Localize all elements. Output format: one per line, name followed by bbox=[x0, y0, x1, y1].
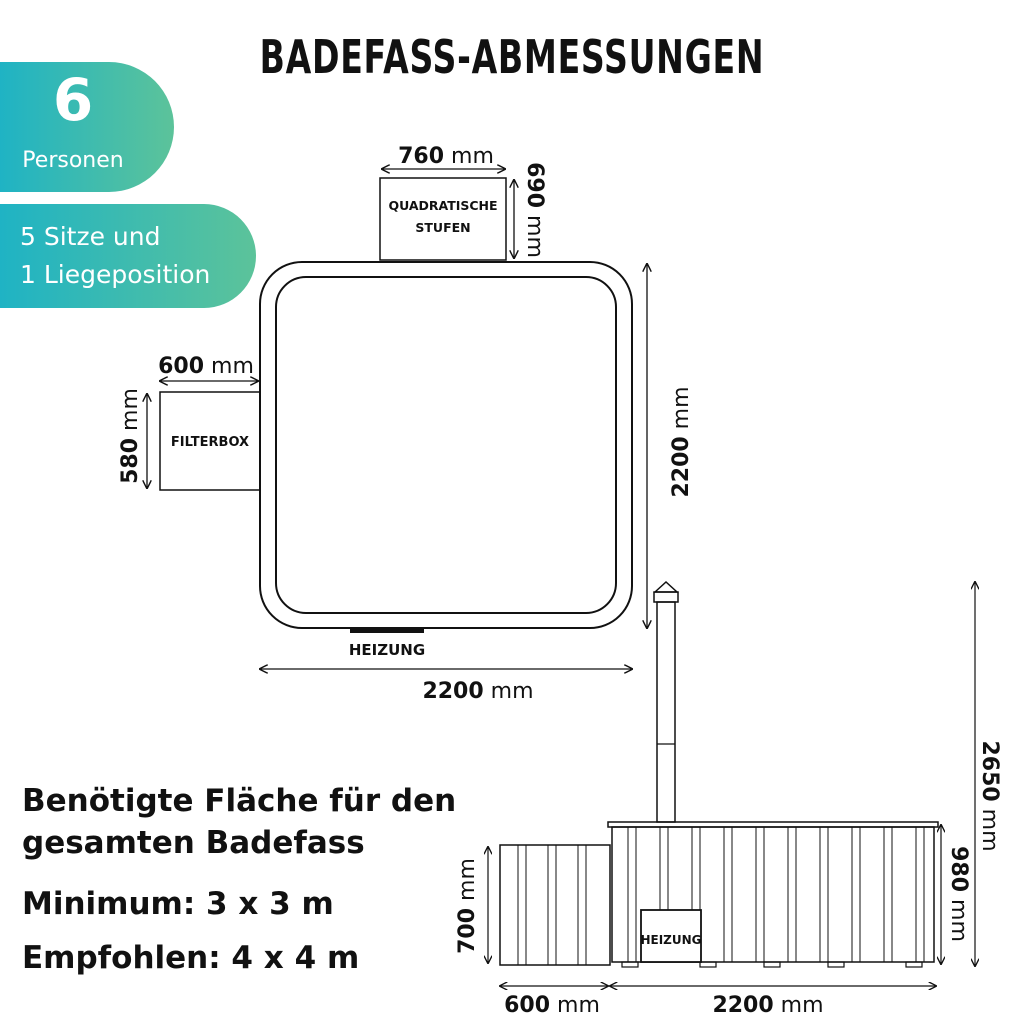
tub-depth-dim bbox=[669, 386, 694, 497]
tub-inner-outline bbox=[276, 277, 616, 613]
filterbox-height-unit: mm bbox=[118, 388, 143, 431]
filterbox-label: FILTERBOX bbox=[170, 435, 250, 450]
chimney-pipe bbox=[657, 602, 675, 822]
stairs-label-2: STUFEN bbox=[415, 220, 471, 235]
heater-marker bbox=[350, 628, 424, 633]
filterbox-width-value: 600 bbox=[158, 354, 205, 379]
filterbox-height-value: 580 bbox=[118, 437, 143, 484]
stairs-box bbox=[380, 178, 506, 260]
space-heading: Benötigte Fläche für den gesamten Badefass bbox=[22, 783, 457, 861]
tub-width-dim bbox=[422, 679, 533, 704]
side-tub-width-unit: mm bbox=[780, 993, 824, 1018]
side-tub-width-value: 2200 bbox=[712, 993, 774, 1018]
side-filterbox-height-dim bbox=[455, 858, 480, 954]
side-view bbox=[488, 582, 975, 986]
side-total-height-value: 2650 bbox=[977, 740, 1002, 802]
side-filterbox-width-value: 600 bbox=[504, 993, 551, 1018]
side-filterbox bbox=[500, 845, 610, 965]
stairs-depth-dim bbox=[522, 162, 547, 258]
tub-depth-value: 2200 bbox=[669, 436, 694, 498]
side-tub-height-value: 980 bbox=[946, 846, 971, 893]
stairs-width-value: 760 bbox=[398, 144, 445, 169]
side-filterbox-width-dim bbox=[504, 993, 600, 1018]
filterbox-height-dim bbox=[118, 388, 143, 484]
tub-width-unit: mm bbox=[490, 679, 534, 704]
tub-outer-outline bbox=[260, 262, 632, 628]
stairs-width-dim bbox=[398, 144, 494, 169]
side-filterbox-height-value: 700 bbox=[455, 907, 480, 954]
chimney-cap bbox=[655, 582, 677, 592]
stairs-depth-unit: mm bbox=[522, 215, 547, 258]
stairs-label-1: QUADRATISCHE bbox=[388, 198, 498, 213]
tub-width-value: 2200 bbox=[422, 679, 484, 704]
filterbox-slats bbox=[518, 845, 586, 965]
stairs-depth-value: 690 bbox=[522, 162, 547, 209]
filterbox-width-unit: mm bbox=[211, 354, 254, 379]
seats-line-2: 1 Liegeposition bbox=[20, 260, 211, 289]
page-title: BADEFASS-ABMESSUNGEN bbox=[259, 30, 765, 84]
heater-label-side: HEIZUNG bbox=[640, 933, 702, 947]
persons-count: 6 bbox=[52, 66, 94, 134]
top-view bbox=[147, 169, 647, 669]
space-minimum: Minimum: 3 x 3 m bbox=[22, 886, 334, 922]
persons-label: Personen bbox=[22, 148, 124, 173]
side-filterbox-width-unit: mm bbox=[557, 993, 600, 1018]
filterbox-width-dim bbox=[158, 354, 254, 379]
heater-label-top: HEIZUNG bbox=[348, 641, 426, 659]
space-recommended: Empfohlen: 4 x 4 m bbox=[22, 940, 360, 976]
side-tub-height-dim bbox=[946, 846, 971, 942]
seats-line-1: 5 Sitze und bbox=[20, 222, 161, 251]
tub-depth-unit: mm bbox=[669, 386, 694, 430]
chimney-collar bbox=[654, 592, 678, 602]
side-tub-height-unit: mm bbox=[946, 899, 971, 942]
stairs-width-unit: mm bbox=[451, 144, 494, 169]
side-total-height-unit: mm bbox=[977, 808, 1002, 852]
side-tub-width-dim bbox=[712, 993, 823, 1018]
side-filterbox-height-unit: mm bbox=[455, 858, 480, 901]
side-total-height-dim bbox=[977, 740, 1002, 851]
